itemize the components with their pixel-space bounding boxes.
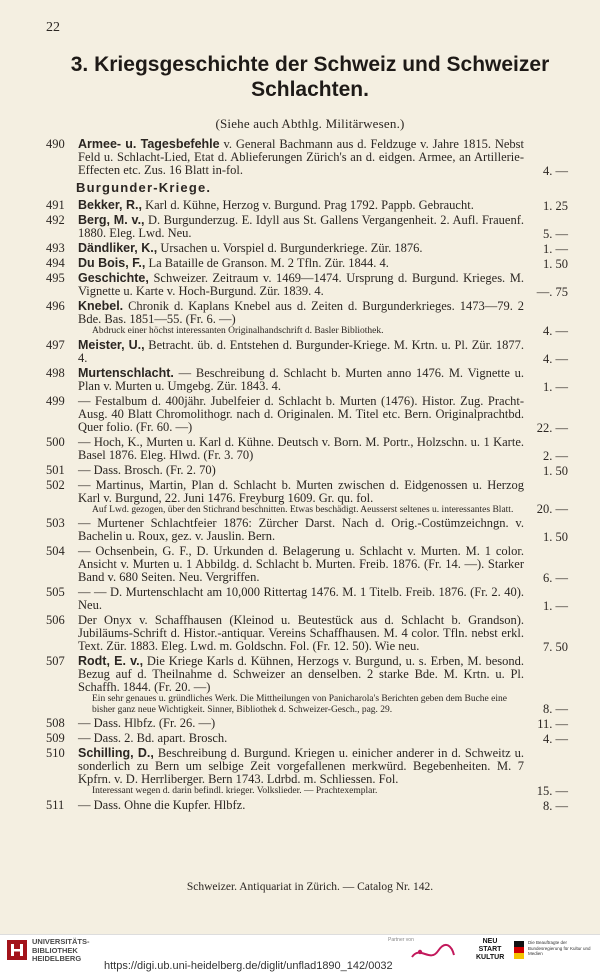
- entry-number: 498: [46, 365, 65, 380]
- entry-number: 497: [46, 337, 65, 352]
- entry-description: — Dass. Ohne die Kupfer. Hlbfz.: [78, 797, 246, 812]
- entry-body: [78, 747, 524, 786]
- entry-description: Karl d. Kühne, Herzog v. Burgund. Prag 1792. Pappb. Gebraucht.: [141, 198, 474, 212]
- entry-description: Beschreibung d. Burgund. Kriegen u. einicher anderer in d. Schweitz u. sonderlich zu Bern um selbige Zeit vorgefallenen merkwürd. Begebenheiten. M. 7 Kpfrn. v. D. Herrliberger. Bern 1743. Ldrbd. m. Schliessen. Fol.: [78, 746, 524, 786]
- entry-description: La Bataille de Granson. M. 2 Tfln. Zür. 1844. 4.: [145, 256, 389, 270]
- entry-price: 15. —: [536, 783, 568, 798]
- entry-price: 1. 50: [543, 463, 568, 478]
- entry-author: Armee- u. Tagesbefehle: [78, 137, 220, 151]
- entry-body: [78, 300, 524, 326]
- entry-body: [78, 339, 524, 365]
- catalog-entry: [0, 395, 600, 434]
- catalog-entry: [0, 367, 600, 393]
- section-subtitle: (Siehe auch Abthlg. Militärwesen.): [215, 116, 405, 131]
- catalog-entry: [0, 436, 600, 462]
- entry-price: 2. —: [543, 448, 568, 463]
- entry-body: [78, 138, 524, 177]
- entry-description: — — D. Murtenschlacht am 10,000 Rittertag 1476. M. 1 Titelb. Freib. 1876. (Fr. 2. 40). Neu.: [78, 585, 524, 612]
- entry-body: [78, 242, 524, 255]
- entry-description: D. Burgunderzug. E. Idyll aus St. Gallens Vergangenheit. 2. Aufl. Frauenf. 1880. Eleg. Lwd. Neu.: [78, 213, 524, 240]
- catalog-entry: [0, 479, 600, 516]
- entry-price: 1. 50: [543, 257, 568, 271]
- entry-author: Meister, U.,: [78, 337, 145, 352]
- entry-note: Interessant wegen d. darin befindl. krieger. Volkslieder. — Prachtexemplar.: [92, 786, 378, 796]
- page-number: 22: [46, 20, 60, 35]
- entry-number: 510: [46, 746, 65, 760]
- entry-description: — Martinus, Martin, Plan d. Schlacht b. Murten zwischen d. Eidgenossen u. Herzog Karl v. Burgund, 22. Juni 1476. Freyburg 1609. Gr. qu. fol.: [78, 477, 524, 505]
- entry-price: 11. —: [537, 717, 568, 731]
- entry-author: Berg, M. v.,: [78, 213, 145, 227]
- catalog-entry: [0, 747, 600, 797]
- entry-number: 492: [46, 213, 65, 227]
- entry-description: Die Kriege Karls d. Kühnen, Herzogs v. Burgund, u. s. Erben, M. besond. Bezug auf d. Theilnahme d. Schweizer an denselben. 2 starke Bde. M. Krtn. u. Pl. Schaffh. 1844. (Fr. 20. —): [78, 654, 524, 694]
- entry-body: [78, 655, 524, 694]
- university-library-logo-icon: [6, 939, 28, 961]
- entry-author: Schilling, D.,: [78, 746, 154, 760]
- entry-body: [78, 799, 524, 812]
- entry-price: 5. —: [543, 227, 568, 241]
- catalog-entry: [0, 214, 600, 240]
- entry-body: [78, 464, 524, 477]
- entry-description: — Beschreibung d. Schlacht b. Murten anno 1476. M. Vignette u. Plan v. Murten u. Umgebg. Zür. 1843. 4.: [78, 365, 524, 393]
- entry-price: 1. —: [543, 242, 568, 256]
- entry-description: Der Onyx v. Schaffhausen (Kleinod u. Beutestück aus d. Schlacht b. Grandson). Jubiläums-Schrift d. Histor.-antiquar. Vereins Schaffhausen. M. 4 color. Tfln. nebst erkl. Text. Zür. 1883. Eleg. Lwd. m. Goldschn. Fol. (Fr. 12. 50). Wie neu.: [78, 613, 524, 653]
- entry-description: — Ochsenbein, G. F., D. Urkunden d. Belagerung u. Schlacht v. Murten. M. 1 color. Ansicht v. Murten u. 1 Abbildg. d. Schlacht b. Murten. Freib. 1876. (Fr. 14. —). Starker Band v. 680 Seiten. Neu. Vergriffen.: [78, 544, 524, 584]
- entry-number: 502: [46, 477, 65, 492]
- document-url-link[interactable]: https://digi.ub.uni-heidelberg.de/diglit/unflad1890_142/0032: [104, 960, 393, 972]
- catalog-entry: [0, 257, 600, 270]
- entry-number: 503: [46, 516, 65, 530]
- entry-description: v. General Bachmann aus d. Feldzuge v. Jahre 1815. Nebst Feld u. Schlacht-Lied, Etat d. Ablieferungen Zürich's an d. eidgen. Armee, an Artillerie-Effecten etc. Zus. 16 Blatt in-fol.: [78, 137, 524, 177]
- entry-number: 494: [46, 256, 65, 270]
- catalog-entry: [0, 614, 600, 653]
- entries-list: [0, 138, 600, 814]
- entry-body: [78, 214, 524, 240]
- entry-description: Ursachen u. Vorspiel d. Burgunderkriege. Zür. 1876.: [157, 241, 423, 255]
- entry-note: Abdruck einer höchst interessanten Originalhandschrift d. Basler Bibliothek.: [92, 326, 384, 336]
- entry-number: 507: [46, 654, 65, 668]
- entry-price: —. 75: [536, 285, 568, 299]
- entry-price: 4. —: [543, 732, 568, 746]
- entry-body: [78, 395, 524, 434]
- entry-body: [78, 732, 524, 745]
- entry-price: 8. —: [543, 702, 568, 716]
- entry-description: — Dass. Hlbfz. (Fr. 26. —): [78, 716, 216, 730]
- entry-body: [78, 586, 524, 612]
- catalog-entry: [0, 717, 600, 730]
- catalog-entry: [0, 799, 600, 812]
- entry-body: [78, 272, 524, 298]
- entry-price: 8. —: [543, 798, 568, 813]
- entry-price: 4. —: [543, 164, 568, 178]
- university-library-name: UNIVERSITÄTS- BIBLIOTHEK HEIDELBERG: [32, 937, 90, 963]
- entry-author: Knebel.: [78, 299, 124, 313]
- catalog-entry: [0, 464, 600, 477]
- entry-number: 511: [46, 797, 65, 812]
- entry-price: 1. 50: [543, 530, 568, 544]
- entry-author: Murtenschlacht.: [78, 365, 174, 380]
- entry-description: Schweizer. Zeitraum v. 1469—1474. Ursprung d. Burgund. Krieges. M. Vignette u. Karte v. Hoch-Burgund. Zür. 1839. 4.: [78, 271, 524, 298]
- entry-body: [78, 257, 524, 270]
- title-line-2: Schlachten.: [251, 78, 369, 101]
- entry-number: 493: [46, 241, 65, 255]
- entry-price: 4. —: [543, 323, 568, 338]
- entry-price: 20. —: [536, 502, 568, 516]
- entry-body: [78, 517, 524, 543]
- catalog-entry: [0, 517, 600, 543]
- title-line-1: 3. Kriegsgeschichte der Schweiz und Schweizer: [70, 53, 550, 76]
- entry-body: [78, 717, 524, 730]
- entry-author: Bekker, R.,: [78, 198, 142, 212]
- entry-description: Betracht. üb. d. Entstehen d. Burgunder-Kriege. M. Krtn. u. Pl. Zür. 1877. 4.: [78, 337, 524, 365]
- entry-author: Rodt, E. v.,: [78, 654, 144, 668]
- section-title: [40, 52, 580, 102]
- catalog-entry: [0, 272, 600, 298]
- page-footer: Schweizer. Antiquariat in Zürich. — Catalog Nr. 142.: [186, 881, 434, 893]
- entry-number: 490: [46, 137, 65, 151]
- entry-number: 495: [46, 271, 65, 285]
- catalog-entry: [0, 545, 600, 584]
- entry-description: — Hoch, K., Murten u. Karl d. Kühne. Deutsch v. Born. M. Portr., Holzschn. u. 1 Karte. Basel 1876. Eleg. Hlwd. (Fr. 3. 70): [78, 434, 524, 462]
- catalog-entry: [0, 339, 600, 365]
- entry-price: 6. —: [543, 571, 568, 585]
- entry-price: 7. 50: [543, 640, 568, 654]
- entry-body: [78, 545, 524, 584]
- entry-body: [78, 367, 524, 393]
- catalog-entry: [0, 655, 600, 715]
- catalog-entry: [0, 242, 600, 255]
- entry-number: 504: [46, 544, 65, 558]
- german-flag-icon: [514, 941, 524, 959]
- entry-description: Chronik d. Kaplans Knebel aus d. Zeiten d. Burgunderkrieges. 1473—79. 2 Bde. Bas. 1851—55. (Fr. 6. —): [78, 299, 524, 326]
- entry-number: 508: [46, 716, 65, 730]
- government-sponsor-text: Die Beauftragte der Bundesregierung für Kultur und Medien: [528, 940, 591, 956]
- entry-note: Ein sehr genaues u. gründliches Werk. Die Mittheilungen von Panicharola's Berichten geben dem Buche eine bisher ganz neue Wichtigkeit. Sinner, Bibliothek d. Schweizer-Gesch., pag. 29.: [92, 694, 507, 715]
- catalog-entry: [0, 199, 600, 212]
- catalog-entry: [0, 586, 600, 612]
- entry-note: Auf Lwd. gezogen, über den Stichrand beschnitten. Etwas beschädigt. Aeusserst seltenes u. interessantes Blatt.: [92, 504, 514, 515]
- section-heading: Burgunder-Kriege.: [76, 180, 212, 195]
- catalog-entry: [0, 138, 600, 177]
- entry-body: [78, 479, 524, 505]
- entry-body: [78, 614, 524, 653]
- entry-description: — Dass. Brosch. (Fr. 2. 70): [78, 462, 216, 477]
- entry-description: — Dass. 2. Bd. apart. Brosch.: [78, 731, 228, 745]
- entry-description: — Festalbum d. 400jähr. Jubelfeier d. Schlacht b. Murten (1476). Histor. Zug. Pracht-Ausg. 40 Blatt Chromolithogr. nach d. Originalen. M. Titel etc. Bern. Originalprachtbd. Quer folio. (Fr. 60. —): [78, 393, 524, 434]
- partner-logo-icon: [408, 941, 458, 965]
- viewer-bottom-bar: [0, 934, 600, 975]
- entry-number: 500: [46, 434, 65, 449]
- catalog-entry: [0, 300, 600, 337]
- entry-number: 499: [46, 393, 65, 408]
- entry-price: 1. —: [543, 599, 568, 613]
- partner-label: Partner von: [388, 937, 414, 943]
- entry-body: [78, 436, 524, 462]
- entry-author: Geschichte,: [78, 271, 149, 285]
- entry-number: 505: [46, 585, 65, 599]
- entry-number: 491: [46, 198, 65, 212]
- entry-price: 1. 25: [543, 199, 568, 213]
- neustart-kultur-logo: NEU START KULTUR: [476, 938, 505, 961]
- entry-number: 496: [46, 299, 65, 313]
- entry-price: 4. —: [543, 351, 568, 366]
- entry-description: — Murtener Schlachtfeier 1876: Zürcher Darst. Nach d. Orig.-Costümzeichngn. v. Bachelin u. Roux, gez. v. Jauslin. Bern.: [78, 516, 524, 543]
- entry-price: 1. —: [543, 379, 568, 394]
- entry-number: 509: [46, 731, 65, 745]
- entry-number: 501: [46, 462, 65, 477]
- entry-author: Dändliker, K.,: [78, 241, 158, 255]
- entry-body: [78, 199, 524, 212]
- entry-author: Du Bois, F.,: [78, 256, 146, 270]
- catalog-entry: [0, 732, 600, 745]
- entry-number: 506: [46, 613, 65, 627]
- entry-price: 22. —: [536, 420, 568, 435]
